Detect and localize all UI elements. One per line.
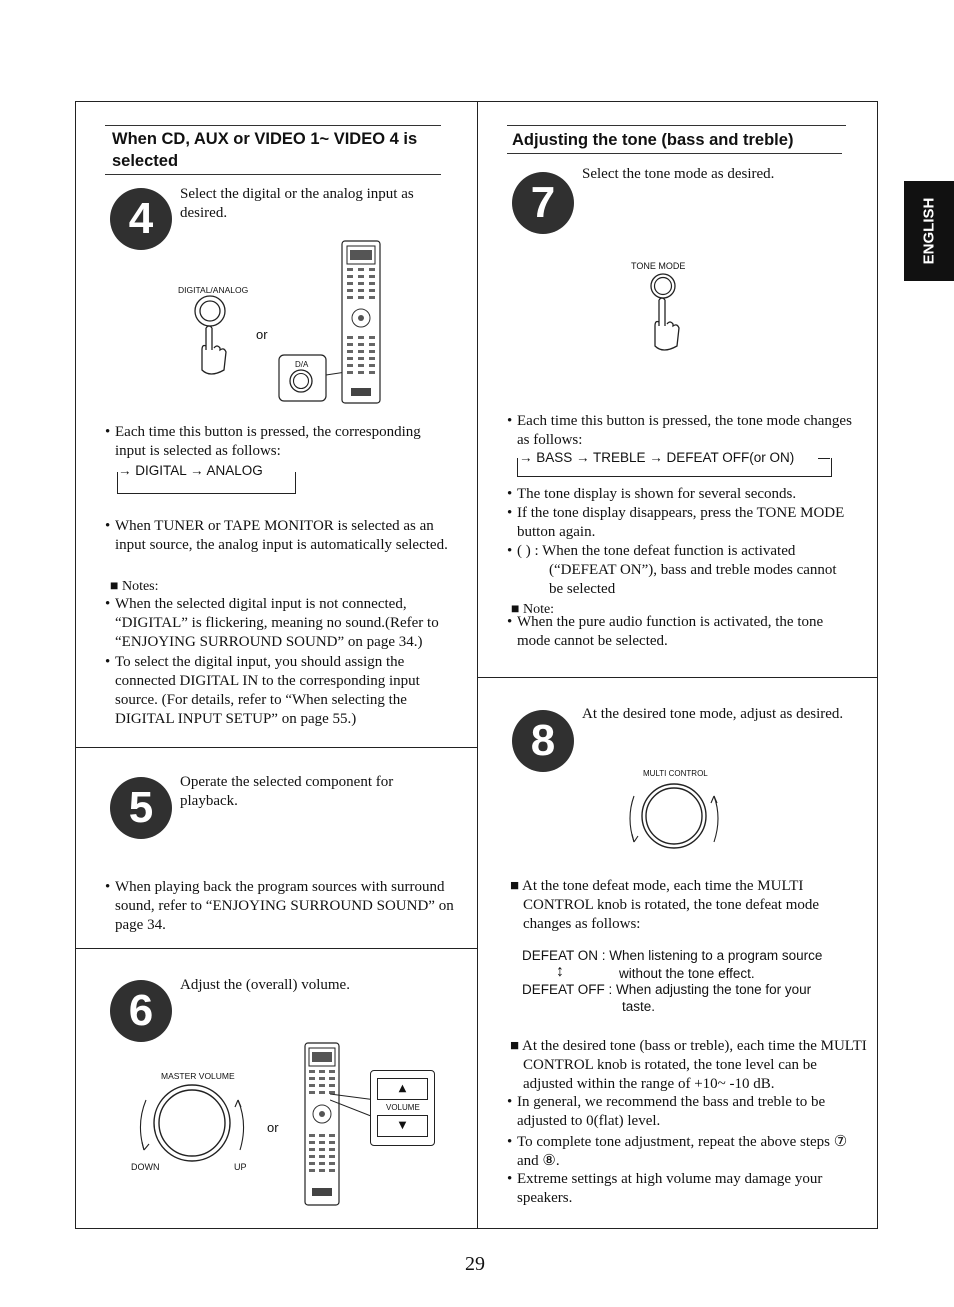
column-divider xyxy=(477,101,478,1229)
down-label: DOWN xyxy=(131,1162,160,1172)
digital-analog-button-icon xyxy=(188,292,238,378)
step4-notes-label: ■ Notes: xyxy=(110,579,159,594)
defeat-off-line: DEFEAT OFF : When adjusting the tone for your xyxy=(522,982,812,997)
cycle-bracket xyxy=(117,472,296,494)
step-5-badge: 5 xyxy=(110,777,172,839)
step-7-instruction: Select the tone mode as desired. xyxy=(582,166,775,182)
up-label: UP xyxy=(234,1162,247,1172)
step4-bullet-1: • Each time this button is pressed, the corresponding input is selected as follows: xyxy=(105,424,421,459)
step-4-instruction: Select the digital or the analog input as desired. xyxy=(180,186,414,221)
remote-control-icon xyxy=(341,240,381,404)
master-volume-knob-icon xyxy=(130,1080,254,1166)
multi-control-knob-icon xyxy=(624,778,724,854)
step7-bullet-4: • ( ) : When the tone defeat function is activated (“DEFEAT ON”), bass and treble modes cannot be selected xyxy=(507,543,837,597)
defeat-off-cont: taste. xyxy=(622,999,656,1014)
language-tab: ENGLISH xyxy=(904,181,954,281)
digital-analog-cycle: → DIGITAL → ANALOG xyxy=(118,463,263,478)
step-8-badge: 8 xyxy=(512,710,574,772)
or-text-step4: or xyxy=(256,327,268,342)
heading-rule-bottom-right xyxy=(507,153,842,154)
step4-bullet-2: • When TUNER or TAPE MONITOR is selected as an input source, the analog input is automatically selected. xyxy=(105,518,448,553)
tone-cycle-bracket-cap xyxy=(818,458,830,459)
remote-control-icon-2 xyxy=(304,1042,340,1206)
volume-down-button: ▼ xyxy=(377,1115,428,1137)
step4-note-2: • To select the digital input, you should assign the connected DIGITAL IN to the corresponding input source. (For details, refer to “When selecting the DIGITAL INPUT SETUP” on page 55.) xyxy=(105,654,420,727)
tone-mode-cycle: → BASS → TREBLE → DEFEAT OFF(or ON) xyxy=(519,450,795,465)
step-5-instruction: Operate the selected component for playback. xyxy=(180,774,394,809)
step8-para-1: ■ At the tone defeat mode, each time the MULTI CONTROL knob is rotated, the tone defeat mode changes as follows: xyxy=(510,878,820,932)
section-heading-right: Adjusting the tone (bass and treble) xyxy=(512,131,794,149)
heading-rule-bottom xyxy=(105,174,441,175)
tone-mode-label: TONE MODE xyxy=(631,261,686,271)
step5-bullet: • When playing back the program sources with surround sound, refer to “ENJOYING SURROUND SOUND” on page 34. xyxy=(105,879,454,933)
digital-analog-label: DIGITAL/ANALOG xyxy=(178,285,249,295)
tone-mode-button-icon xyxy=(645,270,691,356)
master-volume-label: MASTER VOLUME xyxy=(161,1071,235,1081)
volume-label: VOLUME xyxy=(386,1103,420,1112)
divider-step5 xyxy=(75,747,477,748)
step-4-badge: 4 xyxy=(110,188,172,250)
defeat-on-cont: without the tone effect. xyxy=(619,966,755,981)
step8-bullet-1: • In general, we recommend the bass and treble to be adjusted to 0(flat) level. xyxy=(507,1094,826,1129)
step7-bullet-2: • The tone display is shown for several seconds. xyxy=(507,486,797,502)
step7-note-1: • When the pure audio function is activated, the tone mode cannot be selected. xyxy=(507,614,824,649)
divider-step8 xyxy=(477,677,878,678)
heading-rule-top xyxy=(105,125,441,126)
or-text-step6: or xyxy=(267,1120,279,1135)
step-6-instruction: Adjust the (overall) volume. xyxy=(180,977,350,993)
step-6-badge: 6 xyxy=(110,980,172,1042)
divider-step6 xyxy=(75,948,477,949)
da-label: D/A xyxy=(295,360,309,369)
step8-bullet-2: • To complete tone adjustment, repeat the above steps ⑦ and ⑧. xyxy=(507,1134,848,1169)
defeat-toggle-arrow: ↕ xyxy=(556,963,564,980)
heading-rule-top-right xyxy=(507,125,846,126)
step7-bullet-3: • If the tone display disappears, press the TONE MODE button again. xyxy=(507,505,845,540)
step7-note-label: ■ Note: xyxy=(511,602,555,617)
defeat-on-line: DEFEAT ON : When listening to a program source xyxy=(522,948,823,963)
multi-control-label: MULTI CONTROL xyxy=(643,769,708,778)
volume-up-button: ▲ xyxy=(377,1078,428,1100)
step7-bullet-1: • Each time this button is pressed, the tone mode changes as follows: xyxy=(507,413,852,448)
step8-bullet-3: • Extreme settings at high volume may damage your speakers. xyxy=(507,1171,823,1206)
page-number: 29 xyxy=(465,1253,485,1275)
step-7-badge: 7 xyxy=(512,172,574,234)
step8-para-2: ■ At the desired tone (bass or treble), each time the MULTI CONTROL knob is rotated, the tone level can be adjusted within the range of +10~ -10 dB. xyxy=(510,1038,867,1092)
step-8-instruction: At the desired tone mode, adjust as desired. xyxy=(582,706,844,722)
section-heading-left: When CD, AUX or VIDEO 1~ VIDEO 4 is selected xyxy=(112,130,418,170)
tone-cycle-bracket xyxy=(517,458,832,477)
step4-note-1: • When the selected digital input is not connected, “DIGITAL” is flickering, meaning no sound.(Refer to “ENJOYING SURROUND SOUND” on page 34.) xyxy=(105,596,439,650)
